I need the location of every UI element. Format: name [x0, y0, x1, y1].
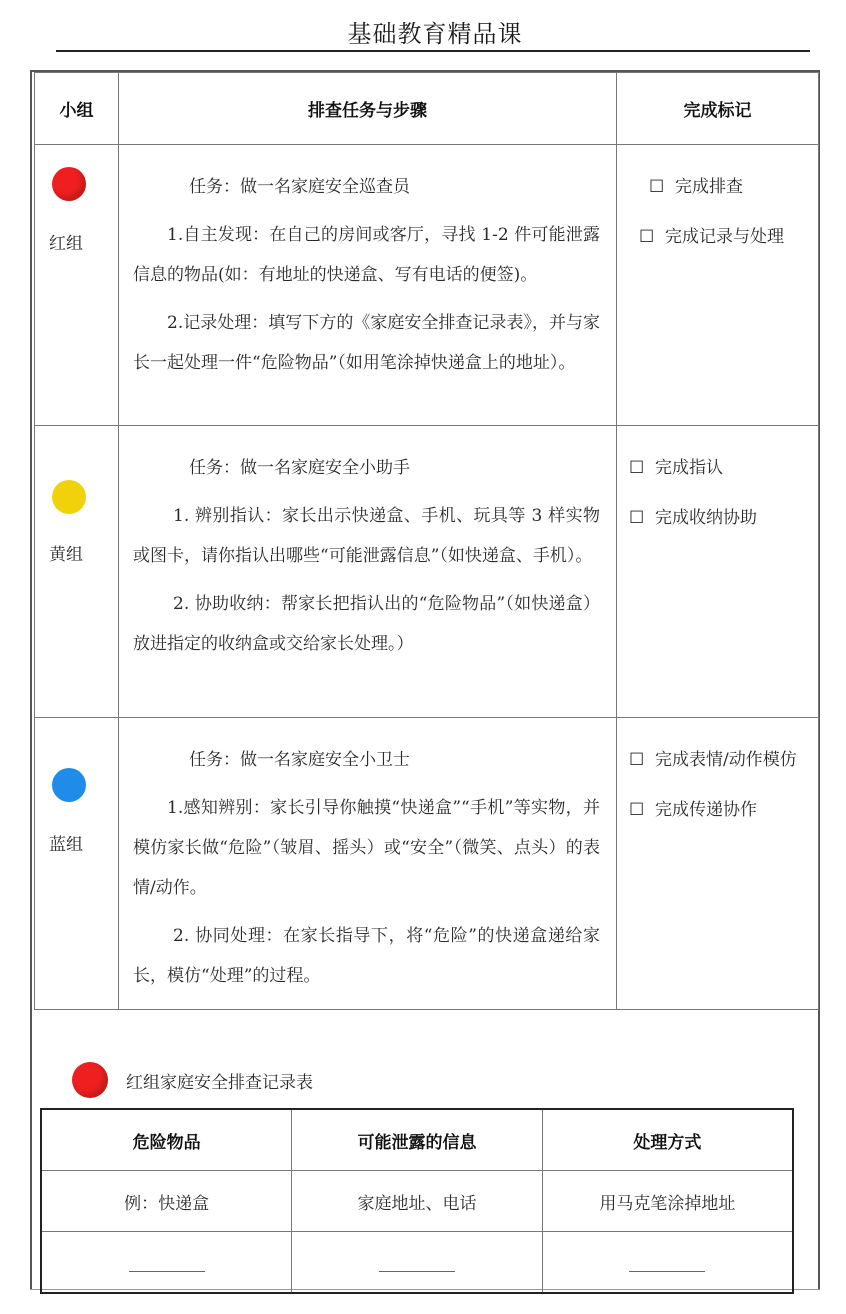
record-blank-cell[interactable] [292, 1232, 543, 1294]
header-group: 小组 [35, 73, 119, 145]
record-cell: 例：快递盒 [41, 1171, 292, 1232]
blank-line[interactable] [379, 1271, 455, 1272]
checkbox-label: 完成排查 [675, 177, 743, 197]
blank-line[interactable] [129, 1271, 205, 1272]
record-cell: 用马克笔涂掉地址 [542, 1171, 793, 1232]
record-table [40, 1108, 794, 1294]
completion-checkbox[interactable] [629, 790, 818, 830]
task-step: 1.感知辨别：家长引导你触摸“快递盒”“手机”等实物，并模仿家长做“危险”（皱眉、摇头）或“安全”（微笑、点头）的表情/动作。 [133, 798, 600, 898]
header-task: 排查任务与步骤 [119, 73, 617, 145]
header-mark: 完成标记 [617, 73, 819, 145]
checkbox-label: 完成传递协作 [655, 800, 757, 820]
record-header: 危险物品 [41, 1109, 292, 1171]
red-dot-icon [52, 167, 86, 201]
task-cell [119, 426, 617, 718]
task-cell [119, 718, 617, 1010]
checkbox-icon[interactable]: ☐ [629, 508, 645, 528]
record-table-title: 红组家庭安全排查记录表 [126, 1072, 313, 1093]
task-cell [119, 145, 617, 426]
task-row-yellow [35, 426, 819, 718]
task-title: 任务：做一名家庭安全巡查员 [189, 177, 410, 197]
checkbox-label: 完成表情/动作模仿 [655, 750, 797, 770]
task-row-red [35, 145, 819, 426]
group-cell [35, 426, 119, 718]
completion-checkbox[interactable] [629, 498, 818, 538]
mark-cell [617, 426, 819, 718]
group-name: 黄组 [49, 545, 83, 565]
task-title: 任务：做一名家庭安全小卫士 [189, 750, 410, 770]
record-blank-row [41, 1232, 793, 1294]
header-divider [56, 50, 810, 52]
checkbox-icon[interactable]: ☐ [639, 227, 655, 247]
checkbox-icon[interactable]: ☐ [629, 800, 645, 820]
record-blank-cell[interactable] [41, 1232, 292, 1294]
mark-cell [617, 718, 819, 1010]
record-example-row [41, 1171, 793, 1232]
checkbox-label: 完成收纳协助 [655, 508, 757, 528]
record-blank-cell[interactable] [542, 1232, 793, 1294]
task-step: 2.记录处理：填写下方的《家庭安全排查记录表》，并与家长一起处理一件“危险物品”（如用笔涂掉快递盒上的地址）。 [133, 313, 600, 373]
blue-dot-icon [52, 768, 86, 802]
group-cell [35, 718, 119, 1010]
red-dot-icon [72, 1062, 108, 1098]
checkbox-icon[interactable]: ☐ [629, 458, 645, 478]
completion-checkbox[interactable] [629, 448, 818, 488]
record-heading [72, 1062, 313, 1098]
record-header: 可能泄露的信息 [292, 1109, 543, 1171]
completion-checkbox[interactable] [629, 217, 818, 257]
blank-line[interactable] [629, 1271, 705, 1272]
completion-checkbox[interactable] [629, 167, 818, 207]
checkbox-icon[interactable]: ☐ [629, 750, 645, 770]
record-cell: 家庭地址、电话 [292, 1171, 543, 1232]
task-step: 2. 协助收纳：帮家长把指认出的“危险物品”（如快递盒）放进指定的收纳盒或交给家长处理。） [133, 594, 600, 654]
task-table-header [35, 73, 819, 145]
task-step: 1.自主发现：在自己的房间或客厅，寻找 1-2 件可能泄露信息的物品(如：有地址的快递盒、写有电话的便签)。 [133, 225, 600, 285]
task-row-blue [35, 718, 819, 1010]
task-table [34, 72, 819, 1010]
completion-checkbox[interactable] [629, 740, 818, 780]
group-name: 红组 [49, 234, 83, 254]
mark-cell [617, 145, 819, 426]
checkbox-label: 完成记录与处理 [665, 227, 784, 247]
group-cell [35, 145, 119, 426]
checkbox-label: 完成指认 [655, 458, 723, 478]
task-step: 1. 辨别指认：家长出示快递盒、手机、玩具等 3 样实物或图卡，请你指认出哪些“可能泄露信息”（如快递盒、手机）。 [133, 506, 600, 566]
record-header-row [41, 1109, 793, 1171]
yellow-dot-icon [52, 480, 86, 514]
group-name: 蓝组 [49, 835, 83, 855]
task-title: 任务：做一名家庭安全小助手 [189, 458, 410, 478]
page-title: 基础教育精品课 [347, 20, 523, 48]
task-step: 2. 协同处理：在家长指导下，将“危险”的快递盒递给家长，模仿“处理”的过程。 [133, 926, 600, 986]
checkbox-icon[interactable]: ☐ [649, 177, 665, 197]
record-header: 处理方式 [542, 1109, 793, 1171]
